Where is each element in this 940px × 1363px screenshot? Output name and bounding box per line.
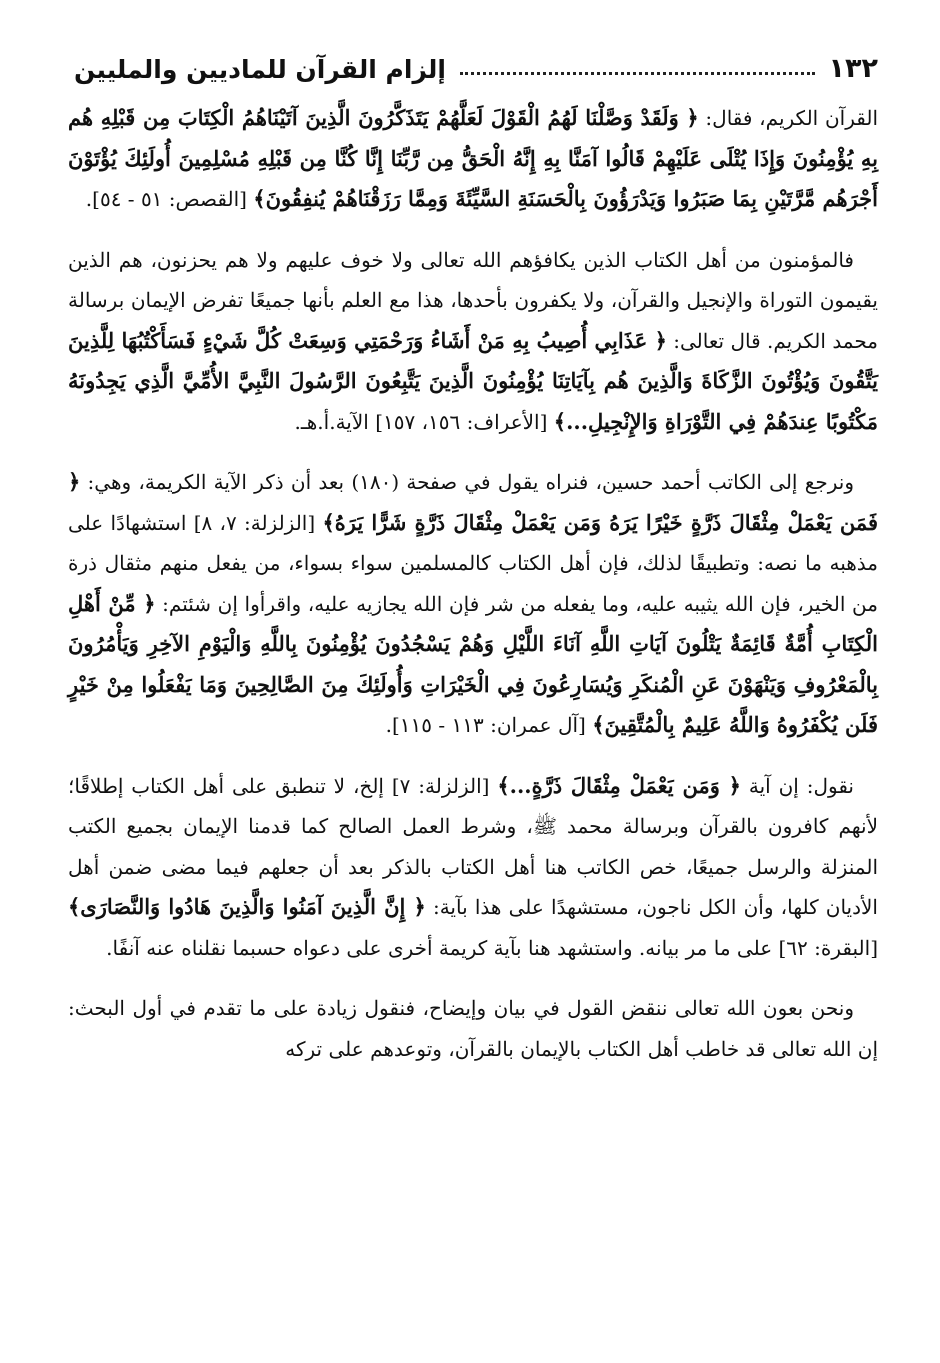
page-number: ١٣٢ (828, 53, 878, 84)
text-segment: [الزلزلة: ٧] إلخ، لا تنطبق على أهل الكتاب إطلاقًا؛ لأنهم كافرون بالقرآن وبرسالة محمد ﷺ، وشرط العمل الصالح كما قدمنا الإيمان بجميع الكتب المنزلة والرسل جميعًا، خص الكاتب هنا أهل الكتاب بالذكر بعد أن جعلهم فيما مضى ضمن أهل الأديان كلها، وأن الكل ناجون، مستشهدًا على هذا بآية: (68, 773, 878, 919)
text-segment: [الزلزلة: ٧، ٨] استشهادًا على مذهبه ما نصه: وتطبيقًا لذلك، فإن أهل الكتاب كالمسلمين سواء بسواء، من يفعل منهم مثقال ذرة من الخير، فإن الله يثيبه عليه، وما يفعله من شر فإن الله يجازيه عليه، واقرأوا إن شئتم: (68, 510, 878, 616)
text-segment: نقول: إن آية (740, 773, 854, 798)
paragraph (68, 98, 878, 220)
verse-citation: [القصص: ٥١ - ٥٤]. (85, 187, 254, 211)
paragraph (68, 988, 878, 1069)
text-segment: ونرجع إلى الكاتب أحمد حسين، فنراه يقول في صفحة (١٨٠) بعد أن ذكر الآية الكريمة، وهي: (80, 470, 854, 494)
paragraph (68, 462, 878, 746)
text-segment: ونحن بعون الله تعالى ننقض القول في بيان وإيضاح، فنقول زيادة على ما تقدم في أول البحث: إن الله تعالى قد خاطب أهل الكتاب بالإيمان بالقرآن، وتوعدهم على تركه (68, 996, 878, 1061)
running-header (74, 40, 878, 86)
text-segment: [البقرة: ٦٢] على ما مر بيانه. واستشهد هنا بآية كريمة أخرى على دعواه حسبما نقلناه عنه آنفًا. (106, 935, 878, 960)
body-text (68, 98, 878, 1069)
text-segment: القرآن الكريم، فقال: (698, 106, 878, 130)
quran-verse: ﴿ إِنَّ الَّذِينَ آمَنُوا وَالَّذِينَ هَادُوا وَالنَّصَارَى﴾ (68, 894, 426, 919)
header-dotted-leader (460, 71, 815, 75)
quran-verse: ﴿ وَمَن يَعْمَلْ مِثْقَالَ ذَرَّةٍ...﴾ (497, 772, 741, 798)
verse-citation: [آل عمران: ١١٣ - ١١٥]. (385, 713, 593, 737)
paragraph (68, 240, 878, 443)
quran-verse: ﴿ فَمَن يَعْمَلْ مِثْقَالَ ذَرَّةٍ خَيْرًا يَرَهُ وَمَن يَعْمَلْ مِثْقَالَ ذَرَّةٍ شَرًّا يَرَهُ﴾ (68, 469, 879, 535)
verse-citation: [الأعراف: ١٥٦، ١٥٧] الآية.أ.هـ. (294, 409, 554, 434)
quran-verse: ﴿ عَذَابِي أُصِيبُ بِهِ مَنْ أَشَاءُ وَرَحْمَتِي وَسِعَتْ كُلَّ شَيْءٍ فَسَأَكْتُبُهَا لِلَّذِينَ يَتَّقُونَ وَيُؤْتُونَ الزَّكَاةَ وَالَّذِينَ هُم بِآيَاتِنَا يُؤْمِنُونَ الَّذِينَ يَتَّبِعُونَ الرَّسُولَ النَّبِيَّ الأُمِّيَّ الَّذِي يَجِدُونَهُ مَكْتُوبًا عِندَهُمْ فِي التَّوْرَاةِ وَالإِنْجِيلِ...﴾ (68, 327, 878, 434)
text-segment: فالمؤمنون من أهل الكتاب الذين يكافؤهم الله تعالى ولا خوف عليهم ولا هم يحزنون، هم الذين يقيمون التوراة والإنجيل والقرآن، ولا يكفرون بأحدها، هذا مع العلم بأنها جميعًا تفرض الإيمان برسالة محمد الكريم. قال تعالى: (68, 247, 878, 353)
quran-verse: ﴿ وَلَقَدْ وَصَّلْنَا لَهُمُ الْقَوْلَ لَعَلَّهُمْ يَتَذَكَّرُونَ الَّذِينَ آتَيْنَاهُمُ الْكِتَابَ مِن قَبْلِهِ هُم بِهِ يُؤْمِنُونَ وَإِذَا يُتْلَى عَلَيْهِمْ قَالُوا آمَنَّا بِهِ إِنَّهُ الْحَقُّ مِن رَّبِّنَا إِنَّا كُنَّا مِن قَبْلِهِ مُسْلِمِينَ أُولَئِكَ يُؤْتَوْنَ أَجْرَهُم مَّرَّتَيْنِ بِمَا صَبَرُوا وَيَدْرَؤُونَ بِالْحَسَنَةِ السَّيِّئَةَ وَمِمَّا رَزَقْنَاهُمْ يُنفِقُونَ﴾ (68, 105, 878, 211)
paragraph (68, 766, 878, 969)
quran-verse: ﴿ مِّنْ أَهْلِ الْكِتَابِ أُمَّةٌ قَائِمَةٌ يَتْلُونَ آيَاتِ اللَّهِ آنَاءَ اللَّيْلِ وَهُمْ يَسْجُدُونَ يُؤْمِنُونَ بِاللَّهِ وَالْيَوْمِ الآخِرِ وَيَأْمُرُونَ بِالْمَعْرُوفِ وَيَنْهَوْنَ عَنِ الْمُنكَرِ وَيُسَارِعُونَ فِي الْخَيْرَاتِ وَأُولَئِكَ مِنَ الصَّالِحِينَ وَمَا يَفْعَلُوا مِنْ خَيْرٍ فَلَن يُكْفَرُوهُ وَاللَّهُ عَلِيمٌ بِالْمُتَّقِينَ﴾ (68, 590, 878, 737)
book-title: إلزام القرآن للماديين والمليين (74, 55, 446, 84)
